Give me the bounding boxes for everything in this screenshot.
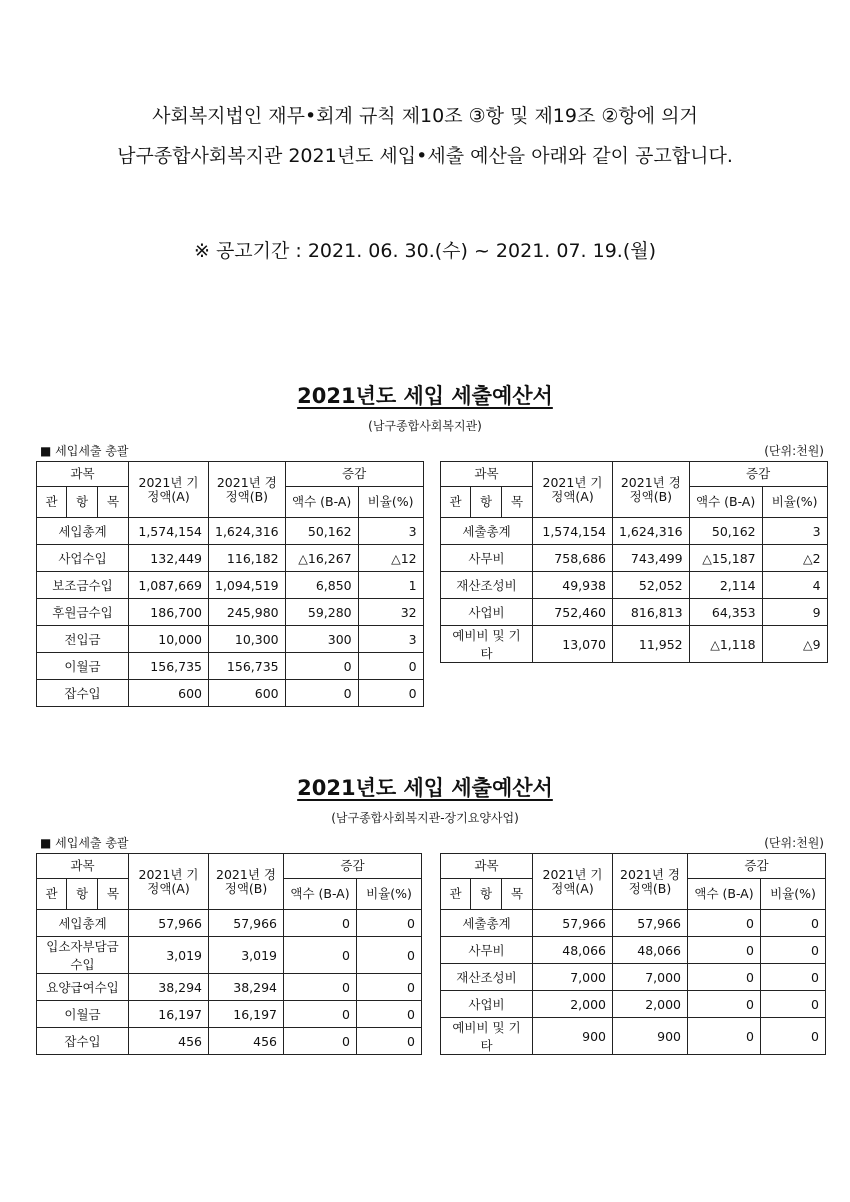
budget-a-cell: 132,449 — [129, 545, 209, 572]
section-subtitle: (남구종합사회복지관-장기요양사업) — [331, 811, 519, 825]
change-header: 증감 — [284, 854, 422, 879]
change-header: 증감 — [689, 462, 827, 487]
table-row — [37, 937, 422, 974]
ratio-cell: 0 — [357, 910, 422, 937]
table-row — [441, 1018, 826, 1055]
budget-a-cell: 600 — [129, 680, 209, 707]
mok-header: 목 — [502, 879, 533, 910]
table-row — [37, 1028, 422, 1055]
budget-b-cell: 57,966 — [613, 910, 688, 937]
budget-a-cell: 16,197 — [129, 1001, 209, 1028]
header-row — [37, 854, 422, 879]
amount-cell: 0 — [284, 937, 357, 974]
hang-header: 항 — [471, 487, 502, 518]
section-title: 2021년도 세입 세출예산서 — [297, 776, 553, 800]
budget-b-cell: 245,980 — [209, 599, 286, 626]
hang-header: 항 — [67, 879, 98, 910]
table-row — [37, 974, 422, 1001]
mok-header: 목 — [98, 487, 129, 518]
item-name-cell: 사업비 — [441, 599, 533, 626]
budget-b-cell: 600 — [209, 680, 286, 707]
intro-line-2: 남구종합사회복지관 2021년도 세입•세출 예산을 아래와 같이 공고합니다. — [117, 145, 733, 167]
ratio-cell: 1 — [358, 572, 423, 599]
ratio-cell: 3 — [762, 518, 827, 545]
header-row — [441, 462, 828, 487]
budget-b-header: 2021년 경정액(B) — [613, 462, 690, 518]
budget-b-cell: 2,000 — [613, 991, 688, 1018]
amount-cell: 0 — [688, 937, 761, 964]
item-name-cell: 재산조성비 — [441, 964, 533, 991]
item-name-cell: 사무비 — [441, 545, 533, 572]
budget-b-cell: 7,000 — [613, 964, 688, 991]
budget-b-cell: 38,294 — [209, 974, 284, 1001]
ratio-cell: 0 — [761, 964, 826, 991]
amount-cell: △1,118 — [689, 626, 762, 663]
item-name-cell: 세출총계 — [441, 518, 533, 545]
amount-header: 액수 (B-A) — [688, 879, 761, 910]
change-header: 증감 — [688, 854, 826, 879]
budget-section-1 — [0, 380, 850, 721]
budget-a-header: 2021년 기정액(A) — [533, 462, 613, 518]
ratio-cell: 0 — [357, 937, 422, 974]
budget-b-cell: 16,197 — [209, 1001, 284, 1028]
amount-cell: 0 — [284, 974, 357, 1001]
subject-header: 과목 — [441, 462, 533, 487]
budget-a-cell: 1,574,154 — [533, 518, 613, 545]
budget-b-cell: 11,952 — [613, 626, 690, 663]
tables-wrap — [0, 853, 850, 1113]
ratio-cell: 0 — [358, 653, 423, 680]
budget-b-cell: 52,052 — [613, 572, 690, 599]
amount-cell: 300 — [285, 626, 358, 653]
budget-b-cell: 10,300 — [209, 626, 286, 653]
mok-header: 목 — [98, 879, 129, 910]
ratio-cell: 0 — [357, 974, 422, 1001]
amount-cell: 59,280 — [285, 599, 358, 626]
ratio-cell: 32 — [358, 599, 423, 626]
amount-cell: △16,267 — [285, 545, 358, 572]
ratio-cell: 0 — [358, 680, 423, 707]
table-row — [37, 626, 424, 653]
amount-cell: 2,114 — [689, 572, 762, 599]
item-name-cell: 재산조성비 — [441, 572, 533, 599]
amount-header: 액수 (B-A) — [689, 487, 762, 518]
summary-label: ■ 세입세출 총괄 — [40, 444, 129, 458]
budget-a-cell: 2,000 — [533, 991, 613, 1018]
budget-a-cell: 1,574,154 — [129, 518, 209, 545]
table-row — [37, 545, 424, 572]
table-row — [37, 518, 424, 545]
header-row — [37, 462, 424, 487]
unit-label: (단위:천원) — [764, 836, 824, 850]
ratio-cell: 3 — [358, 518, 423, 545]
amount-cell: 0 — [285, 653, 358, 680]
label-row — [0, 834, 850, 852]
table-row — [37, 653, 424, 680]
amount-cell: 0 — [285, 680, 358, 707]
revenue-table — [36, 853, 422, 1055]
table-row — [37, 572, 424, 599]
budget-a-cell: 752,460 — [533, 599, 613, 626]
item-name-cell: 예비비 및 기타 — [441, 1018, 533, 1055]
item-name-cell: 잡수입 — [37, 680, 129, 707]
budget-a-header: 2021년 기정액(A) — [533, 854, 613, 910]
ratio-header: 비율(%) — [357, 879, 422, 910]
ratio-cell: △9 — [762, 626, 827, 663]
gwan-header: 관 — [37, 879, 67, 910]
item-name-cell: 예비비 및 기타 — [441, 626, 533, 663]
ratio-cell: 0 — [761, 910, 826, 937]
item-name-cell: 이월금 — [37, 1001, 129, 1028]
budget-a-cell: 1,087,669 — [129, 572, 209, 599]
budget-b-cell: 57,966 — [209, 910, 284, 937]
ratio-cell: 0 — [761, 937, 826, 964]
unit-label: (단위:천원) — [764, 444, 824, 458]
budget-b-cell: 156,735 — [209, 653, 286, 680]
budget-a-cell: 758,686 — [533, 545, 613, 572]
ratio-cell: 4 — [762, 572, 827, 599]
amount-cell: 50,162 — [285, 518, 358, 545]
amount-header: 액수 (B-A) — [285, 487, 358, 518]
budget-a-cell: 38,294 — [129, 974, 209, 1001]
budget-b-cell: 1,624,316 — [209, 518, 286, 545]
gwan-header: 관 — [441, 879, 471, 910]
budget-b-cell: 116,182 — [209, 545, 286, 572]
budget-a-cell: 57,966 — [533, 910, 613, 937]
budget-a-header: 2021년 기정액(A) — [129, 854, 209, 910]
item-name-cell: 사업수입 — [37, 545, 129, 572]
budget-a-cell: 3,019 — [129, 937, 209, 974]
budget-b-cell: 900 — [613, 1018, 688, 1055]
table-row — [441, 572, 828, 599]
item-name-cell: 전입금 — [37, 626, 129, 653]
subject-header: 과목 — [37, 462, 129, 487]
budget-a-cell: 900 — [533, 1018, 613, 1055]
summary-label: ■ 세입세출 총괄 — [40, 836, 129, 850]
table-row — [37, 599, 424, 626]
item-name-cell: 사무비 — [441, 937, 533, 964]
ratio-cell: 0 — [761, 1018, 826, 1055]
budget-a-cell: 456 — [129, 1028, 209, 1055]
gwan-header: 관 — [441, 487, 471, 518]
budget-b-cell: 48,066 — [613, 937, 688, 964]
ratio-cell: 0 — [357, 1001, 422, 1028]
label-row — [0, 442, 850, 460]
amount-cell: △15,187 — [689, 545, 762, 572]
hang-header: 항 — [471, 879, 502, 910]
ratio-cell: 0 — [357, 1028, 422, 1055]
budget-a-cell: 57,966 — [129, 910, 209, 937]
budget-a-cell: 49,938 — [533, 572, 613, 599]
ratio-header: 비율(%) — [358, 487, 423, 518]
item-name-cell: 입소자부담금 수입 — [37, 937, 129, 974]
intro-text — [0, 96, 850, 176]
ratio-header: 비율(%) — [761, 879, 826, 910]
item-name-cell: 후원금수입 — [37, 599, 129, 626]
subject-header: 과목 — [37, 854, 129, 879]
budget-b-cell: 743,499 — [613, 545, 690, 572]
intro-line-1: 사회복지법인 재무•회계 규칙 제10조 ③항 및 제19조 ②항에 의거 — [152, 105, 698, 127]
amount-cell: 64,353 — [689, 599, 762, 626]
amount-cell: 0 — [688, 991, 761, 1018]
budget-a-cell: 48,066 — [533, 937, 613, 964]
amount-cell: 0 — [688, 964, 761, 991]
table-row — [441, 991, 826, 1018]
item-name-cell: 이월금 — [37, 653, 129, 680]
amount-cell: 6,850 — [285, 572, 358, 599]
table-row — [441, 518, 828, 545]
revenue-table — [36, 461, 424, 707]
amount-cell: 0 — [284, 1028, 357, 1055]
budget-a-cell: 13,070 — [533, 626, 613, 663]
budget-b-cell: 1,624,316 — [613, 518, 690, 545]
budget-b-cell: 456 — [209, 1028, 284, 1055]
item-name-cell: 보조금수입 — [37, 572, 129, 599]
item-name-cell: 사업비 — [441, 991, 533, 1018]
item-name-cell: 요양급여수입 — [37, 974, 129, 1001]
table-row — [441, 599, 828, 626]
budget-a-header: 2021년 기정액(A) — [129, 462, 209, 518]
ratio-header: 비율(%) — [762, 487, 827, 518]
expense-table — [440, 853, 826, 1055]
notice-period: ※ 공고기간 : 2021. 06. 30.(수) ~ 2021. 07. 19.(월) — [193, 240, 657, 262]
item-name-cell: 잡수입 — [37, 1028, 129, 1055]
budget-b-cell: 3,019 — [209, 937, 284, 974]
item-name-cell: 세출총계 — [441, 910, 533, 937]
amount-cell: 0 — [688, 910, 761, 937]
ratio-cell: △12 — [358, 545, 423, 572]
ratio-cell: 3 — [358, 626, 423, 653]
budget-b-header: 2021년 경정액(B) — [209, 462, 286, 518]
table-row — [441, 910, 826, 937]
section-title: 2021년도 세입 세출예산서 — [297, 384, 553, 408]
ratio-cell: 0 — [761, 991, 826, 1018]
expense-table — [440, 461, 828, 663]
budget-a-cell: 156,735 — [129, 653, 209, 680]
change-header: 증감 — [285, 462, 423, 487]
table-row — [37, 1001, 422, 1028]
amount-cell: 0 — [284, 1001, 357, 1028]
gwan-header: 관 — [37, 487, 67, 518]
tables-wrap — [0, 461, 850, 721]
amount-cell: 0 — [284, 910, 357, 937]
table-row — [441, 545, 828, 572]
amount-cell: 50,162 — [689, 518, 762, 545]
budget-a-cell: 186,700 — [129, 599, 209, 626]
ratio-cell: 9 — [762, 599, 827, 626]
table-row — [441, 626, 828, 663]
mok-header: 목 — [502, 487, 533, 518]
hang-header: 항 — [67, 487, 98, 518]
table-row — [441, 937, 826, 964]
amount-cell: 0 — [688, 1018, 761, 1055]
budget-b-header: 2021년 경정액(B) — [209, 854, 284, 910]
budget-b-cell: 1,094,519 — [209, 572, 286, 599]
item-name-cell: 세입총계 — [37, 518, 129, 545]
header-row — [441, 854, 826, 879]
item-name-cell: 세입총계 — [37, 910, 129, 937]
ratio-cell: △2 — [762, 545, 827, 572]
table-row — [441, 964, 826, 991]
budget-b-header: 2021년 경정액(B) — [613, 854, 688, 910]
table-row — [37, 680, 424, 707]
budget-b-cell: 816,813 — [613, 599, 690, 626]
table-row — [37, 910, 422, 937]
budget-a-cell: 10,000 — [129, 626, 209, 653]
budget-a-cell: 7,000 — [533, 964, 613, 991]
budget-section-2 — [0, 772, 850, 1113]
amount-header: 액수 (B-A) — [284, 879, 357, 910]
subject-header: 과목 — [441, 854, 533, 879]
section-subtitle: (남구종합사회복지관) — [368, 419, 482, 433]
